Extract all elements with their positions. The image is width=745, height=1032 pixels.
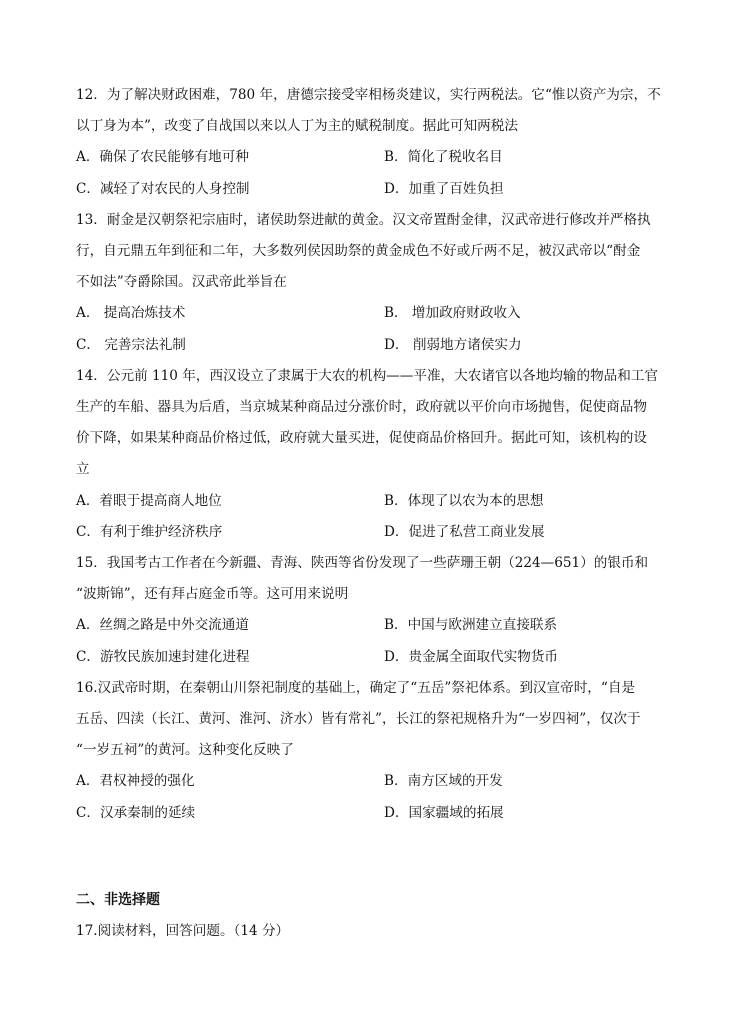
option-d: D．贵金属全面取代实物货币 bbox=[384, 648, 559, 665]
options-row bbox=[76, 330, 676, 361]
option-c: C．汉承秦制的延续 bbox=[76, 804, 196, 821]
question-14 bbox=[76, 361, 676, 548]
option-d: D．国家疆域的拓展 bbox=[384, 804, 504, 821]
options-row bbox=[76, 298, 676, 329]
options-row bbox=[76, 486, 676, 517]
question-12 bbox=[76, 80, 676, 205]
question-16 bbox=[76, 673, 676, 829]
options-row bbox=[76, 642, 676, 673]
question-text-line: 立 bbox=[76, 461, 90, 478]
question-text-line: 12．为了解决财政困难，780 年，唐德宗接受宰相杨炎建议，实行两税法。它“惟以资产为宗，不 bbox=[76, 87, 661, 103]
option-d: D． 削弱地方诸侯实力 bbox=[384, 336, 522, 353]
option-a: A． 提高冶炼技术 bbox=[76, 305, 186, 322]
question-text-line: 16.汉武帝时期，在秦朝山川祭祀制度的基础上，确定了“五岳”祭祀体系。到汉宣帝时，“自是 bbox=[76, 679, 636, 696]
options-row bbox=[76, 610, 676, 641]
options-row bbox=[76, 798, 676, 829]
option-c: C．减轻了对农民的人身控制 bbox=[76, 180, 250, 197]
question-text-line: “波斯锦”，还有拜占庭金币等。这可用来说明 bbox=[76, 586, 349, 603]
option-a: A．着眼于提高商人地位 bbox=[76, 492, 222, 509]
question-text-line: 行，自元鼎五年到征和二年，大多数列侯因助祭的黄金成色不好或斤两不足，被汉武帝以“酎金 bbox=[76, 243, 641, 260]
question-text-line: 价下降，如果某种商品价格过低，政府就大量买进，促使商品价格回升。据此可知，该机构的设 bbox=[76, 430, 647, 447]
option-b: B．体现了以农为本的思想 bbox=[384, 492, 544, 509]
question-text-line: 15．我国考古工作者在今新疆、青海、陕西等省份发现了一些萨珊王朝（224—651）的银币和 bbox=[76, 555, 649, 572]
question-text-line: 不如法”夺爵除国。汉武帝此举旨在 bbox=[76, 274, 287, 291]
option-c: C．有利于维护经济秩序 bbox=[76, 523, 223, 540]
options-row bbox=[76, 174, 676, 205]
question-text-line: 13．耐金是汉朝祭祀宗庙时，诸侯助祭进献的黄金。汉文帝置酎金律，汉武帝进行修改并严格执 bbox=[76, 211, 651, 228]
question-text-line: 14．公元前 110 年，西汉设立了隶属于大农的机构——平准，大农诸官以各地均输的物品和工官 bbox=[76, 367, 659, 384]
option-d: D．加重了百姓负担 bbox=[384, 180, 504, 197]
option-c: C．游牧民族加速封建化进程 bbox=[76, 648, 250, 665]
question-17-text: 17.阅读材料，回答问题。（14 分） bbox=[76, 923, 290, 940]
options-row bbox=[76, 142, 676, 173]
option-c: C． 完善宗法礼制 bbox=[76, 336, 186, 353]
section-title: 二、非选择题 bbox=[76, 891, 160, 908]
question-text-line: 五岳、四渎（长江、黄河、淮河、济水）皆有常礼”，长江的祭祀规格升为“一岁四祠”，仅次于 bbox=[76, 711, 641, 728]
option-a: A．确保了农民能够有地可种 bbox=[76, 149, 249, 166]
question-13 bbox=[76, 205, 676, 361]
option-b: B．中国与欧洲建立直接联系 bbox=[384, 617, 558, 634]
option-a: A．丝绸之路是中外交流通道 bbox=[76, 617, 249, 634]
question-text-line: 生产的车船、器具为后盾，当京城某种商品过分涨价时，政府就以平价向市场抛售，促使商品物 bbox=[76, 399, 647, 416]
question-15 bbox=[76, 548, 676, 673]
option-d: D．促进了私营工商业发展 bbox=[384, 523, 545, 540]
exam-content bbox=[76, 80, 676, 946]
option-a: A．君权神授的强化 bbox=[76, 773, 195, 790]
question-text-line: “一岁五祠”的黄河。这种变化反映了 bbox=[76, 742, 294, 759]
options-row bbox=[76, 517, 676, 548]
options-row bbox=[76, 766, 676, 797]
question-text-line: 以丁身为本”，改变了自战国以来以人丁为主的赋税制度。据此可知两税法 bbox=[76, 118, 518, 135]
option-b: B． 增加政府财政收入 bbox=[384, 305, 521, 322]
option-b: B．南方区域的开发 bbox=[384, 773, 503, 790]
option-b: B．简化了税收名目 bbox=[384, 149, 503, 166]
